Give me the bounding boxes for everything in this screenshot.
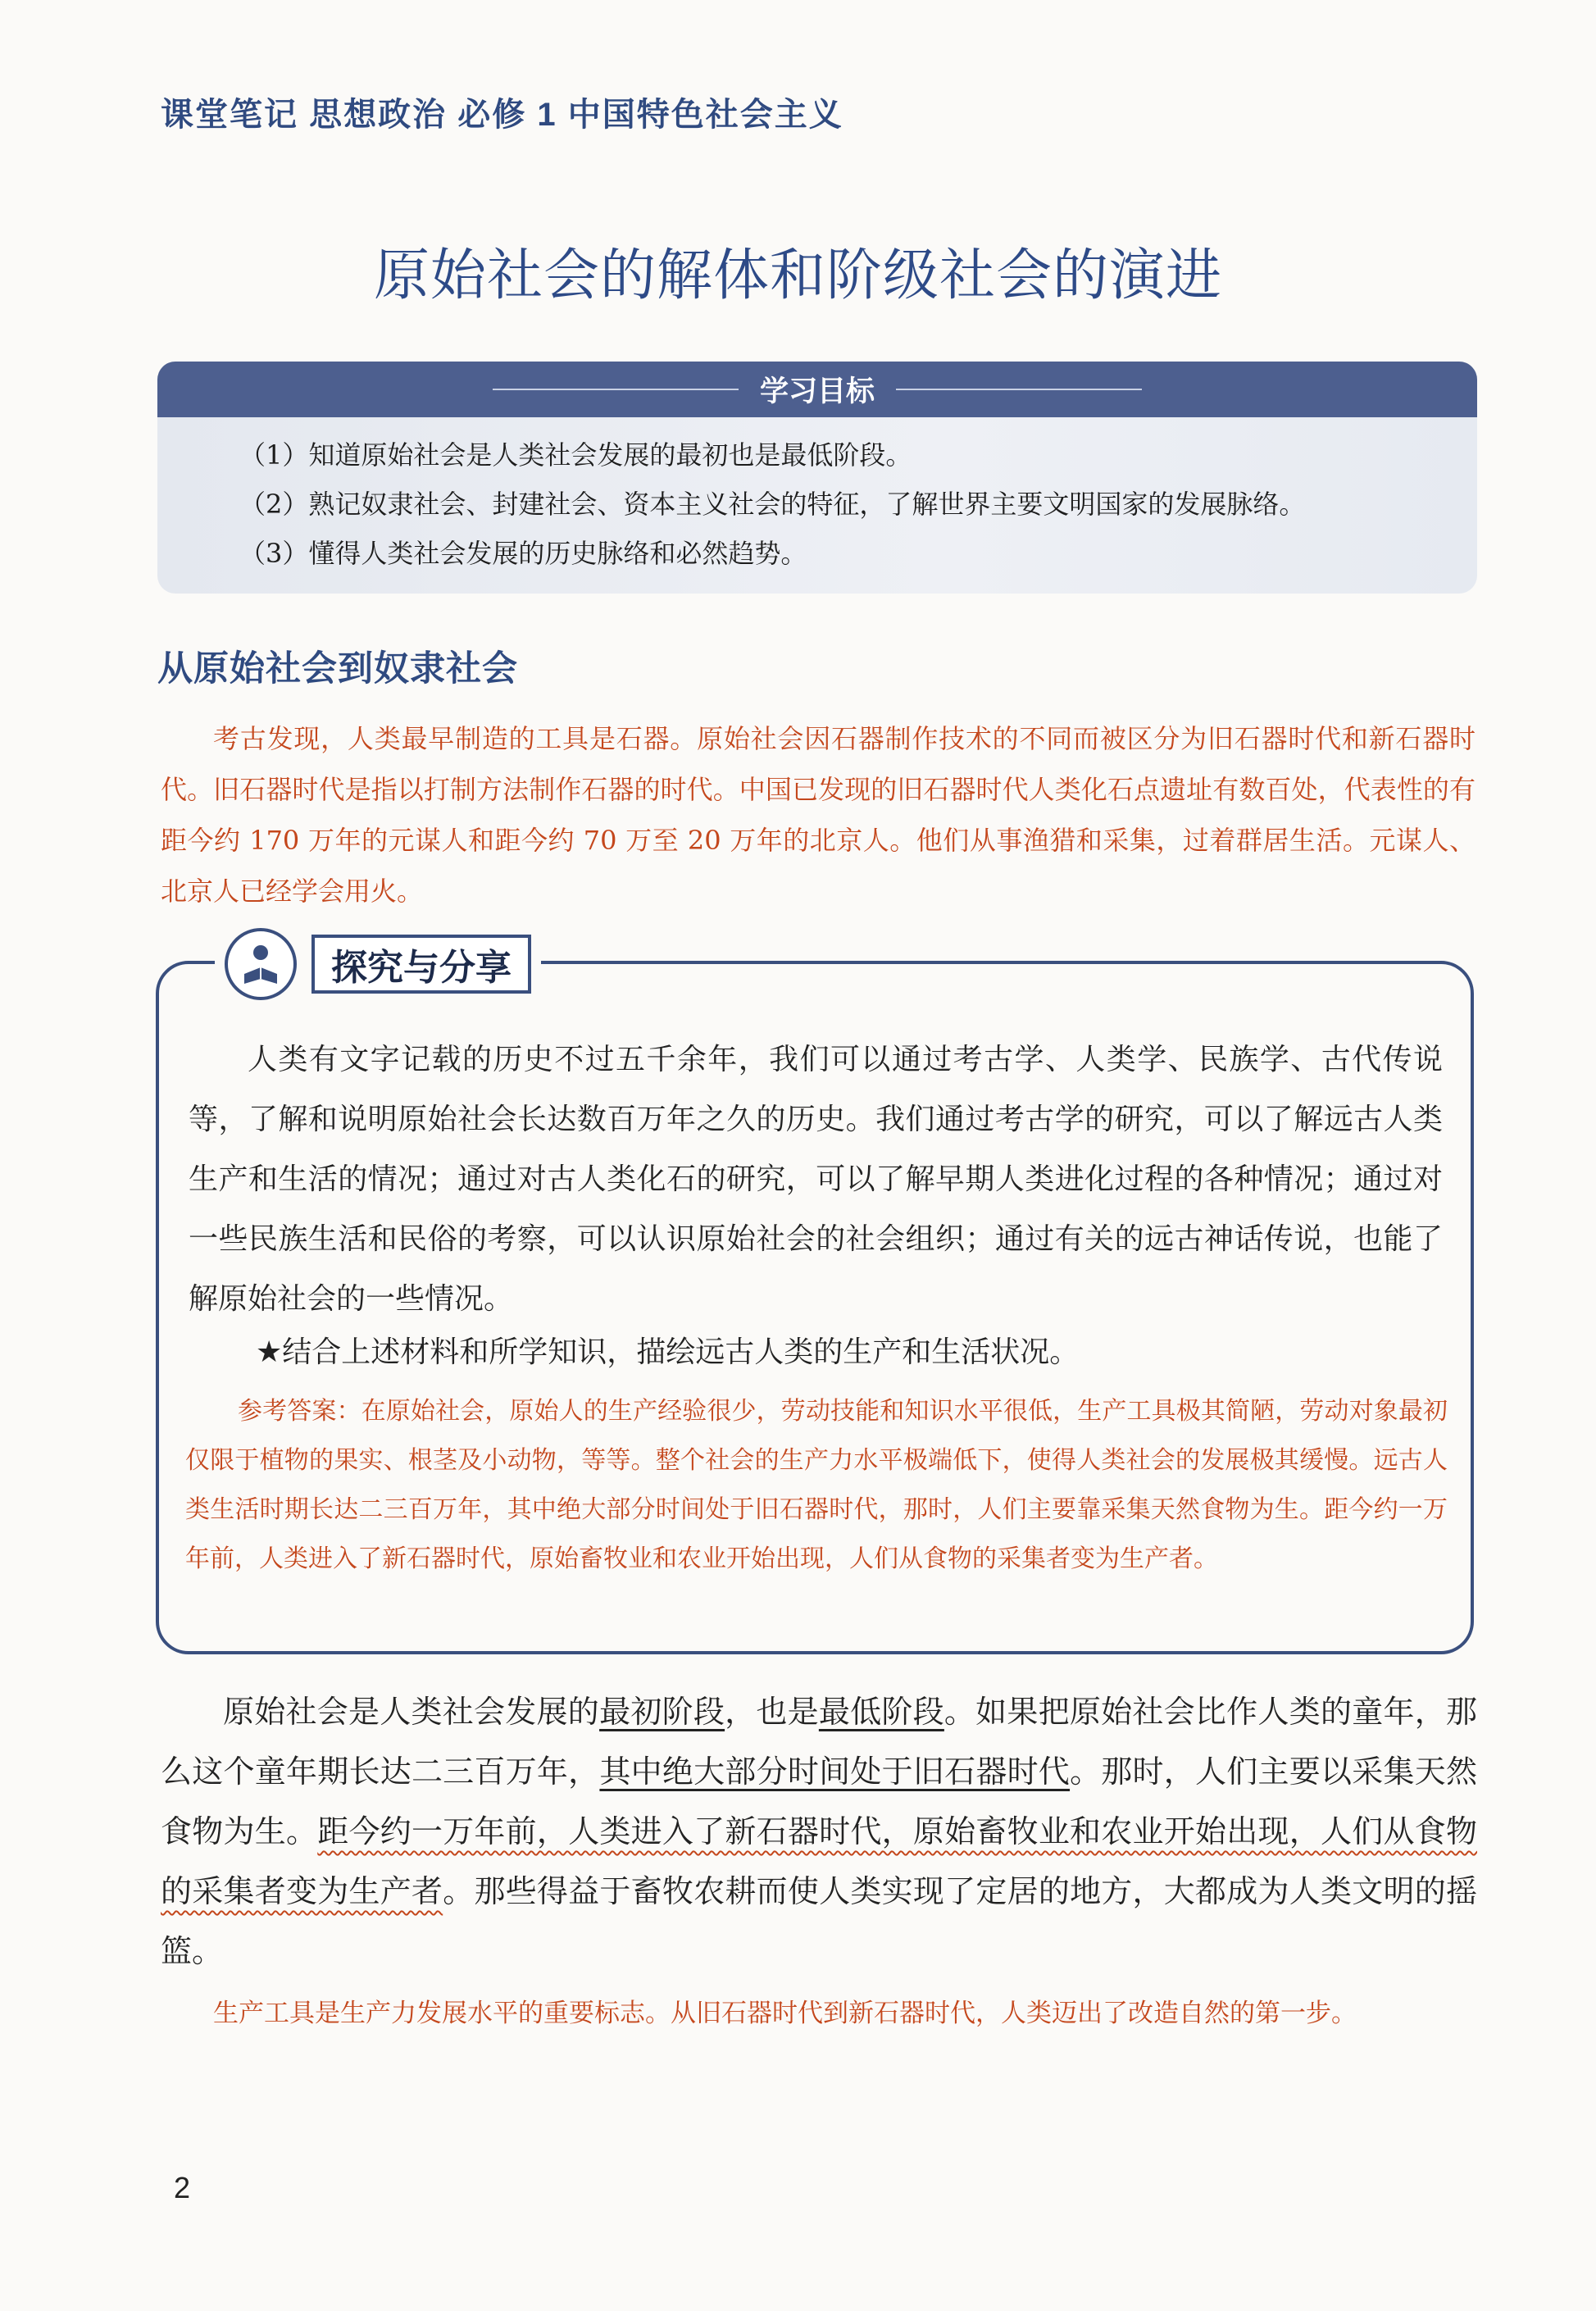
running-head: 课堂笔记 思想政治 必修 1 中国特色社会主义 — [161, 97, 843, 133]
body-text: 原始社会是人类社会发展的 — [223, 1694, 600, 1730]
learning-goals-list — [157, 417, 1477, 578]
page-number: 2 — [174, 2171, 191, 2204]
page-title: 原始社会的解体和阶级社会的演进 — [373, 243, 1222, 308]
wavy-underlined-text: 距今约一万年前，人类进入了新石器时代，原始畜牧业和农业开始出现，人们从食物的采集者变为生产者 — [161, 1813, 1477, 1909]
underlined-text: 最低阶段 — [818, 1694, 944, 1730]
handwritten-note-1: 考古发现，人类最早制造的工具是石器。原始社会因石器制作技术的不同而被区分为旧石器时代和新石器时代。旧石器时代是指以打制方法制作石器的时代。中国已发现的旧石器时代人类化石点遗址有数百处，代表性的有距今约 170 万年的元谋人和距今约 70 万至 20 万年的北京人。他们从事渔猎和采集，过着群居生活。元谋人、北京人已经学会用火。 — [161, 723, 1476, 907]
goal-item: （2）熟记奴隶社会、封建社会、资本主义社会的特征，了解世界主要文明国家的发展脉络。 — [239, 489, 1306, 520]
explore-task: ★结合上述材料和所学知识，描绘远古人类的生产和生活状况。 — [256, 1335, 1080, 1369]
goal-item: （1）知道原始社会是人类社会发展的最初也是最低阶段。 — [239, 439, 912, 471]
underlined-text: 其中绝大部分时间处于旧石器时代 — [599, 1754, 1071, 1790]
body-text: 。那些得益于畜牧农耕而使人类实现了定居的地方，大都成为人类文明的摇篮。 — [161, 1873, 1477, 1969]
header-rule-right — [896, 389, 1142, 390]
section-heading: 从原始社会到奴隶社会 — [157, 648, 518, 689]
goal-item: （3）懂得人类社会发展的历史脉络和必然趋势。 — [239, 538, 807, 569]
explore-share-label: 探究与分享 — [311, 935, 531, 994]
learning-goals-box — [157, 362, 1477, 594]
learning-goals-heading: 学习目标 — [759, 375, 875, 408]
body-text: ，也是 — [725, 1694, 819, 1730]
reference-answer: 参考答案：在原始社会，原始人的生产经验很少，劳动技能和知识水平很低，生产工具极其简陋，劳动对象最初仅限于植物的果实、根茎及小动物，等等。整个社会的生产力水平极端低下，使得人类社会的发展极其缓慢。远古人类生活时期长达二三百万年，其中绝大部分时间处于旧石器时代，那时，人们主要靠采集天然食物为生。距今约一万年前，人类进入了新石器时代，原始畜牧业和农业开始出现，人们从食物的采集者变为生产者。 — [185, 1397, 1448, 1573]
header-rule-left — [493, 389, 739, 390]
body-text: 。如果把原始社会比作人类的童年，那么这个童年期长达二三百万年， — [161, 1694, 1477, 1790]
reading-person-icon — [225, 928, 297, 1000]
body-text: 。那时，人们主要以采集天然食物为生。 — [161, 1754, 1477, 1849]
learning-goals-header — [157, 362, 1477, 417]
underlined-text: 最初阶段 — [599, 1694, 725, 1730]
handwritten-note-2: 生产工具是生产力发展水平的重要标志。从旧石器时代到新石器时代，人类迈出了改造自然的第一步。 — [213, 1999, 1357, 2028]
body-paragraph — [161, 1682, 1477, 1981]
explore-share-tab — [215, 928, 541, 1000]
explore-material-text: 人类有文字记载的历史不过五千余年，我们可以通过考古学、人类学、民族学、古代传说等，了解和说明原始社会长达数百万年之久的历史。我们通过考古学的研究，可以了解远古人类生产和生活的情况；通过对古人类化石的研究，可以了解早期人类进化过程的各种情况；通过对一些民族生活和民俗的考察，可以认识原始社会的社会组织；通过有关的远古神话传说，也能了解原始社会的一些情况。 — [189, 1043, 1443, 1316]
